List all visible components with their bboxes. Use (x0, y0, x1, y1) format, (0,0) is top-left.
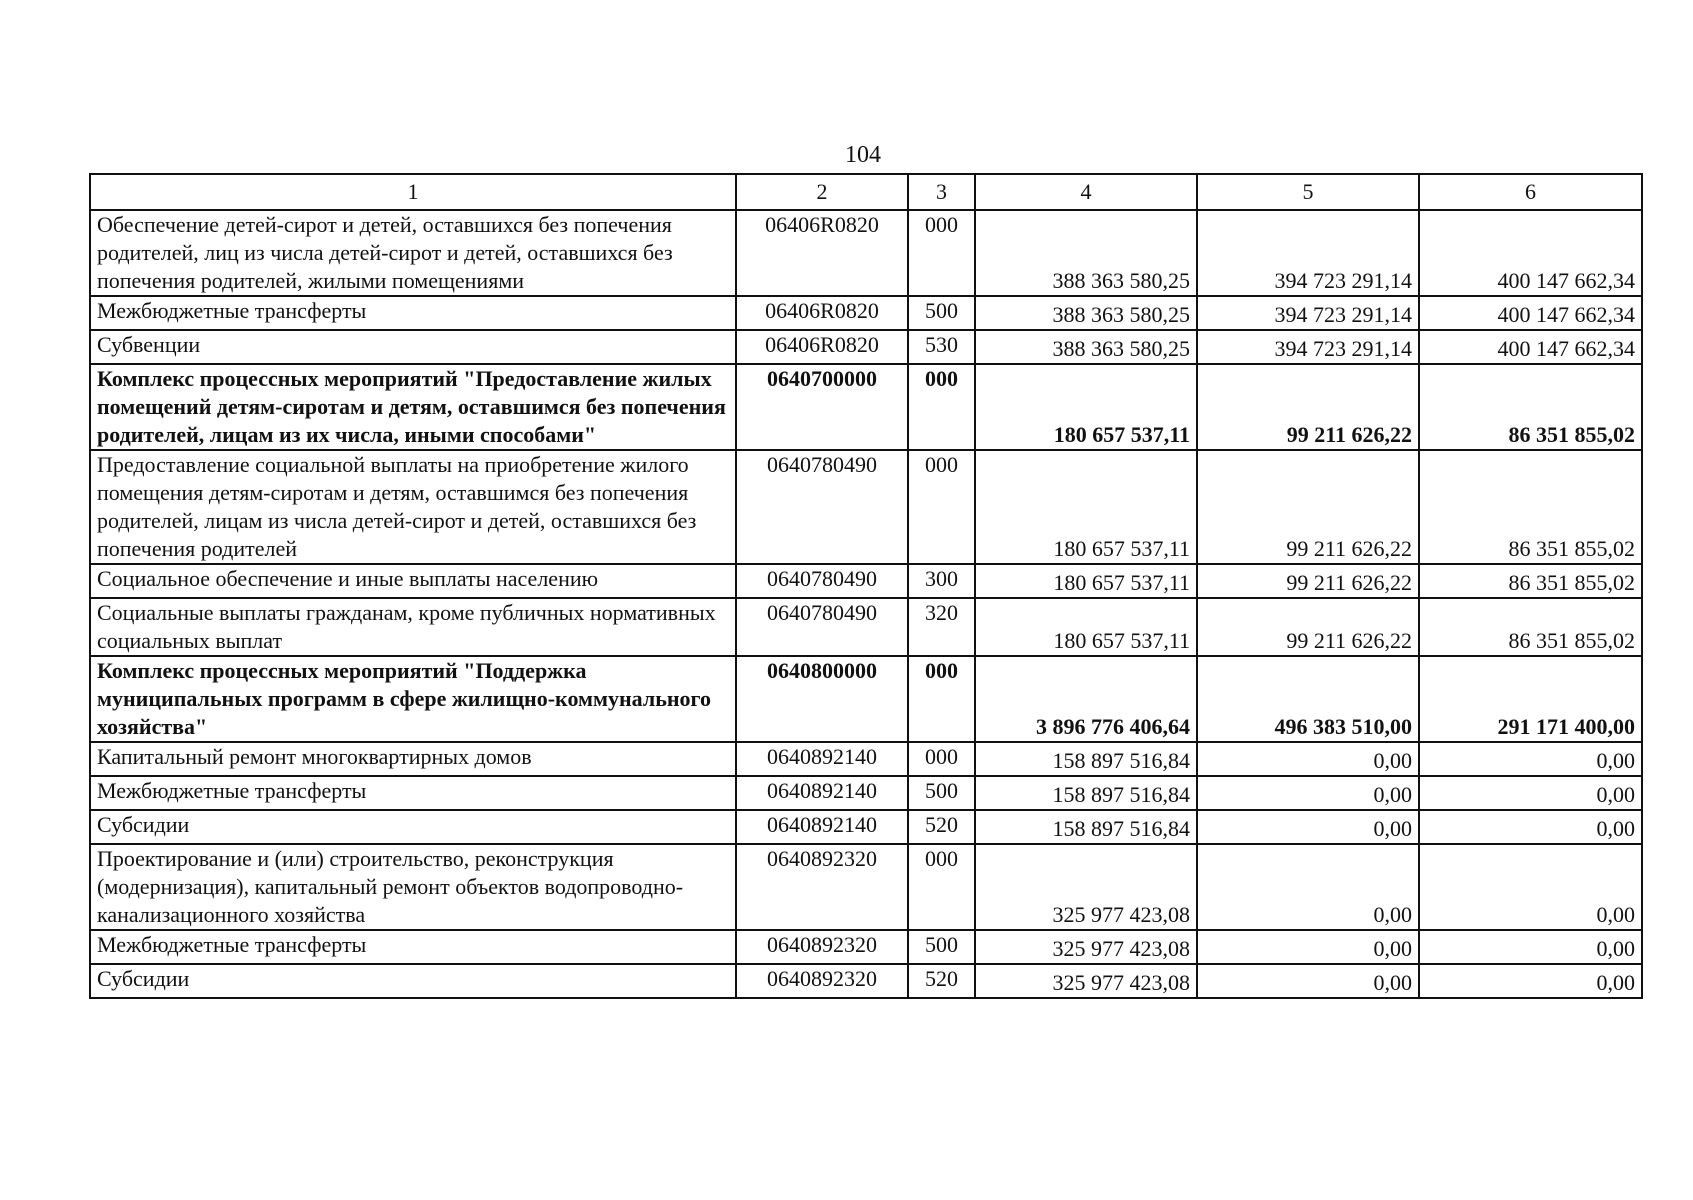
row-code-cell: 0640892140 (736, 742, 908, 776)
row-amount-6-cell: 86 351 855,02 (1419, 364, 1642, 450)
row-type-cell: 000 (908, 364, 975, 450)
table-row (90, 810, 1642, 844)
row-name-cell: Проектирование и (или) строительство, реконструкция (модернизация), капитальный ремонт объектов водопроводно-канализационного хозяйства (90, 844, 736, 930)
row-amount-5-cell: 394 723 291,14 (1197, 210, 1419, 296)
row-amount-4-cell: 388 363 580,25 (975, 330, 1197, 364)
row-name-cell: Межбюджетные трансферты (90, 296, 736, 330)
row-code-cell: 0640892140 (736, 776, 908, 810)
table-row (90, 450, 1642, 564)
row-amount-5-cell: 0,00 (1197, 742, 1419, 776)
row-amount-6-cell: 400 147 662,34 (1419, 210, 1642, 296)
table-row (90, 330, 1642, 364)
row-type-cell: 320 (908, 598, 975, 656)
row-type-cell: 000 (908, 656, 975, 742)
row-amount-6-cell: 0,00 (1419, 964, 1642, 998)
row-code-cell: 06406R0820 (736, 330, 908, 364)
row-amount-4-cell: 180 657 537,11 (975, 364, 1197, 450)
row-type-cell: 300 (908, 564, 975, 598)
row-amount-6-cell: 0,00 (1419, 930, 1642, 964)
table-row (90, 776, 1642, 810)
row-name-cell: Комплекс процессных мероприятий "Поддержка муниципальных программ в сфере жилищно-коммунального хозяйства" (90, 656, 736, 742)
row-name-cell: Субвенции (90, 330, 736, 364)
row-name-cell: Предоставление социальной выплаты на приобретение жилого помещения детям-сиротам и детям, оставшимся без попечения родителей, лицам из числа детей-сирот и детей, оставшихся без попечения родителей (90, 450, 736, 564)
row-amount-5-cell: 394 723 291,14 (1197, 330, 1419, 364)
row-amount-6-cell: 0,00 (1419, 742, 1642, 776)
row-amount-6-cell: 0,00 (1419, 844, 1642, 930)
row-amount-4-cell: 388 363 580,25 (975, 296, 1197, 330)
column-header-6: 6 (1419, 174, 1642, 210)
column-header-4: 4 (975, 174, 1197, 210)
table-header-row (90, 174, 1642, 210)
row-amount-5-cell: 496 383 510,00 (1197, 656, 1419, 742)
table-row (90, 930, 1642, 964)
row-amount-5-cell: 0,00 (1197, 776, 1419, 810)
row-amount-4-cell: 3 896 776 406,64 (975, 656, 1197, 742)
row-type-cell: 000 (908, 450, 975, 564)
row-amount-4-cell: 325 977 423,08 (975, 844, 1197, 930)
row-type-cell: 520 (908, 810, 975, 844)
table-row (90, 844, 1642, 930)
row-name-cell: Межбюджетные трансферты (90, 930, 736, 964)
row-amount-4-cell: 180 657 537,11 (975, 598, 1197, 656)
row-code-cell: 06406R0820 (736, 210, 908, 296)
row-type-cell: 530 (908, 330, 975, 364)
table-row (90, 296, 1642, 330)
table-row (90, 742, 1642, 776)
row-amount-5-cell: 99 211 626,22 (1197, 598, 1419, 656)
row-amount-6-cell: 0,00 (1419, 776, 1642, 810)
row-code-cell: 0640892140 (736, 810, 908, 844)
row-amount-6-cell: 400 147 662,34 (1419, 330, 1642, 364)
row-code-cell: 0640892320 (736, 844, 908, 930)
table-body (90, 210, 1642, 998)
row-type-cell: 500 (908, 930, 975, 964)
row-amount-5-cell: 99 211 626,22 (1197, 450, 1419, 564)
row-code-cell: 0640700000 (736, 364, 908, 450)
row-amount-6-cell: 86 351 855,02 (1419, 450, 1642, 564)
table-row (90, 564, 1642, 598)
row-type-cell: 000 (908, 844, 975, 930)
row-code-cell: 0640892320 (736, 964, 908, 998)
row-name-cell: Социальные выплаты гражданам, кроме публичных нормативных социальных выплат (90, 598, 736, 656)
row-amount-4-cell: 180 657 537,11 (975, 564, 1197, 598)
row-code-cell: 0640780490 (736, 598, 908, 656)
row-amount-6-cell: 86 351 855,02 (1419, 598, 1642, 656)
row-code-cell: 0640800000 (736, 656, 908, 742)
row-amount-5-cell: 0,00 (1197, 844, 1419, 930)
table-row (90, 210, 1642, 296)
row-amount-5-cell: 99 211 626,22 (1197, 564, 1419, 598)
row-amount-6-cell: 291 171 400,00 (1419, 656, 1642, 742)
row-amount-4-cell: 325 977 423,08 (975, 964, 1197, 998)
column-header-1: 1 (90, 174, 736, 210)
table-row (90, 964, 1642, 998)
table-row (90, 364, 1642, 450)
row-type-cell: 500 (908, 776, 975, 810)
row-amount-5-cell: 0,00 (1197, 810, 1419, 844)
row-amount-6-cell: 86 351 855,02 (1419, 564, 1642, 598)
row-amount-6-cell: 0,00 (1419, 810, 1642, 844)
row-name-cell: Социальное обеспечение и иные выплаты населению (90, 564, 736, 598)
table-row (90, 598, 1642, 656)
row-name-cell: Обеспечение детей-сирот и детей, оставшихся без попечения родителей, лиц из числа детей-сирот и детей, оставшихся без попечения родителей, жилыми помещениями (90, 210, 736, 296)
row-amount-4-cell: 388 363 580,25 (975, 210, 1197, 296)
row-amount-4-cell: 158 897 516,84 (975, 810, 1197, 844)
row-name-cell: Комплекс процессных мероприятий "Предоставление жилых помещений детям-сиротам и детям, оставшимся без попечения родителей, лицам из их числа, иными способами" (90, 364, 736, 450)
row-type-cell: 000 (908, 742, 975, 776)
row-amount-5-cell: 0,00 (1197, 964, 1419, 998)
row-name-cell: Субсидии (90, 964, 736, 998)
row-amount-4-cell: 158 897 516,84 (975, 742, 1197, 776)
column-header-3: 3 (908, 174, 975, 210)
row-amount-4-cell: 325 977 423,08 (975, 930, 1197, 964)
column-header-2: 2 (736, 174, 908, 210)
row-type-cell: 520 (908, 964, 975, 998)
row-amount-4-cell: 180 657 537,11 (975, 450, 1197, 564)
row-name-cell: Субсидии (90, 810, 736, 844)
row-amount-5-cell: 99 211 626,22 (1197, 364, 1419, 450)
budget-table (89, 173, 1643, 999)
column-header-5: 5 (1197, 174, 1419, 210)
row-code-cell: 06406R0820 (736, 296, 908, 330)
row-type-cell: 000 (908, 210, 975, 296)
row-amount-5-cell: 0,00 (1197, 930, 1419, 964)
row-amount-5-cell: 394 723 291,14 (1197, 296, 1419, 330)
page-number: 104 (845, 142, 881, 168)
row-code-cell: 0640780490 (736, 564, 908, 598)
row-code-cell: 0640780490 (736, 450, 908, 564)
table-row (90, 656, 1642, 742)
row-code-cell: 0640892320 (736, 930, 908, 964)
row-amount-6-cell: 400 147 662,34 (1419, 296, 1642, 330)
row-name-cell: Межбюджетные трансферты (90, 776, 736, 810)
row-type-cell: 500 (908, 296, 975, 330)
row-amount-4-cell: 158 897 516,84 (975, 776, 1197, 810)
row-name-cell: Капитальный ремонт многоквартирных домов (90, 742, 736, 776)
